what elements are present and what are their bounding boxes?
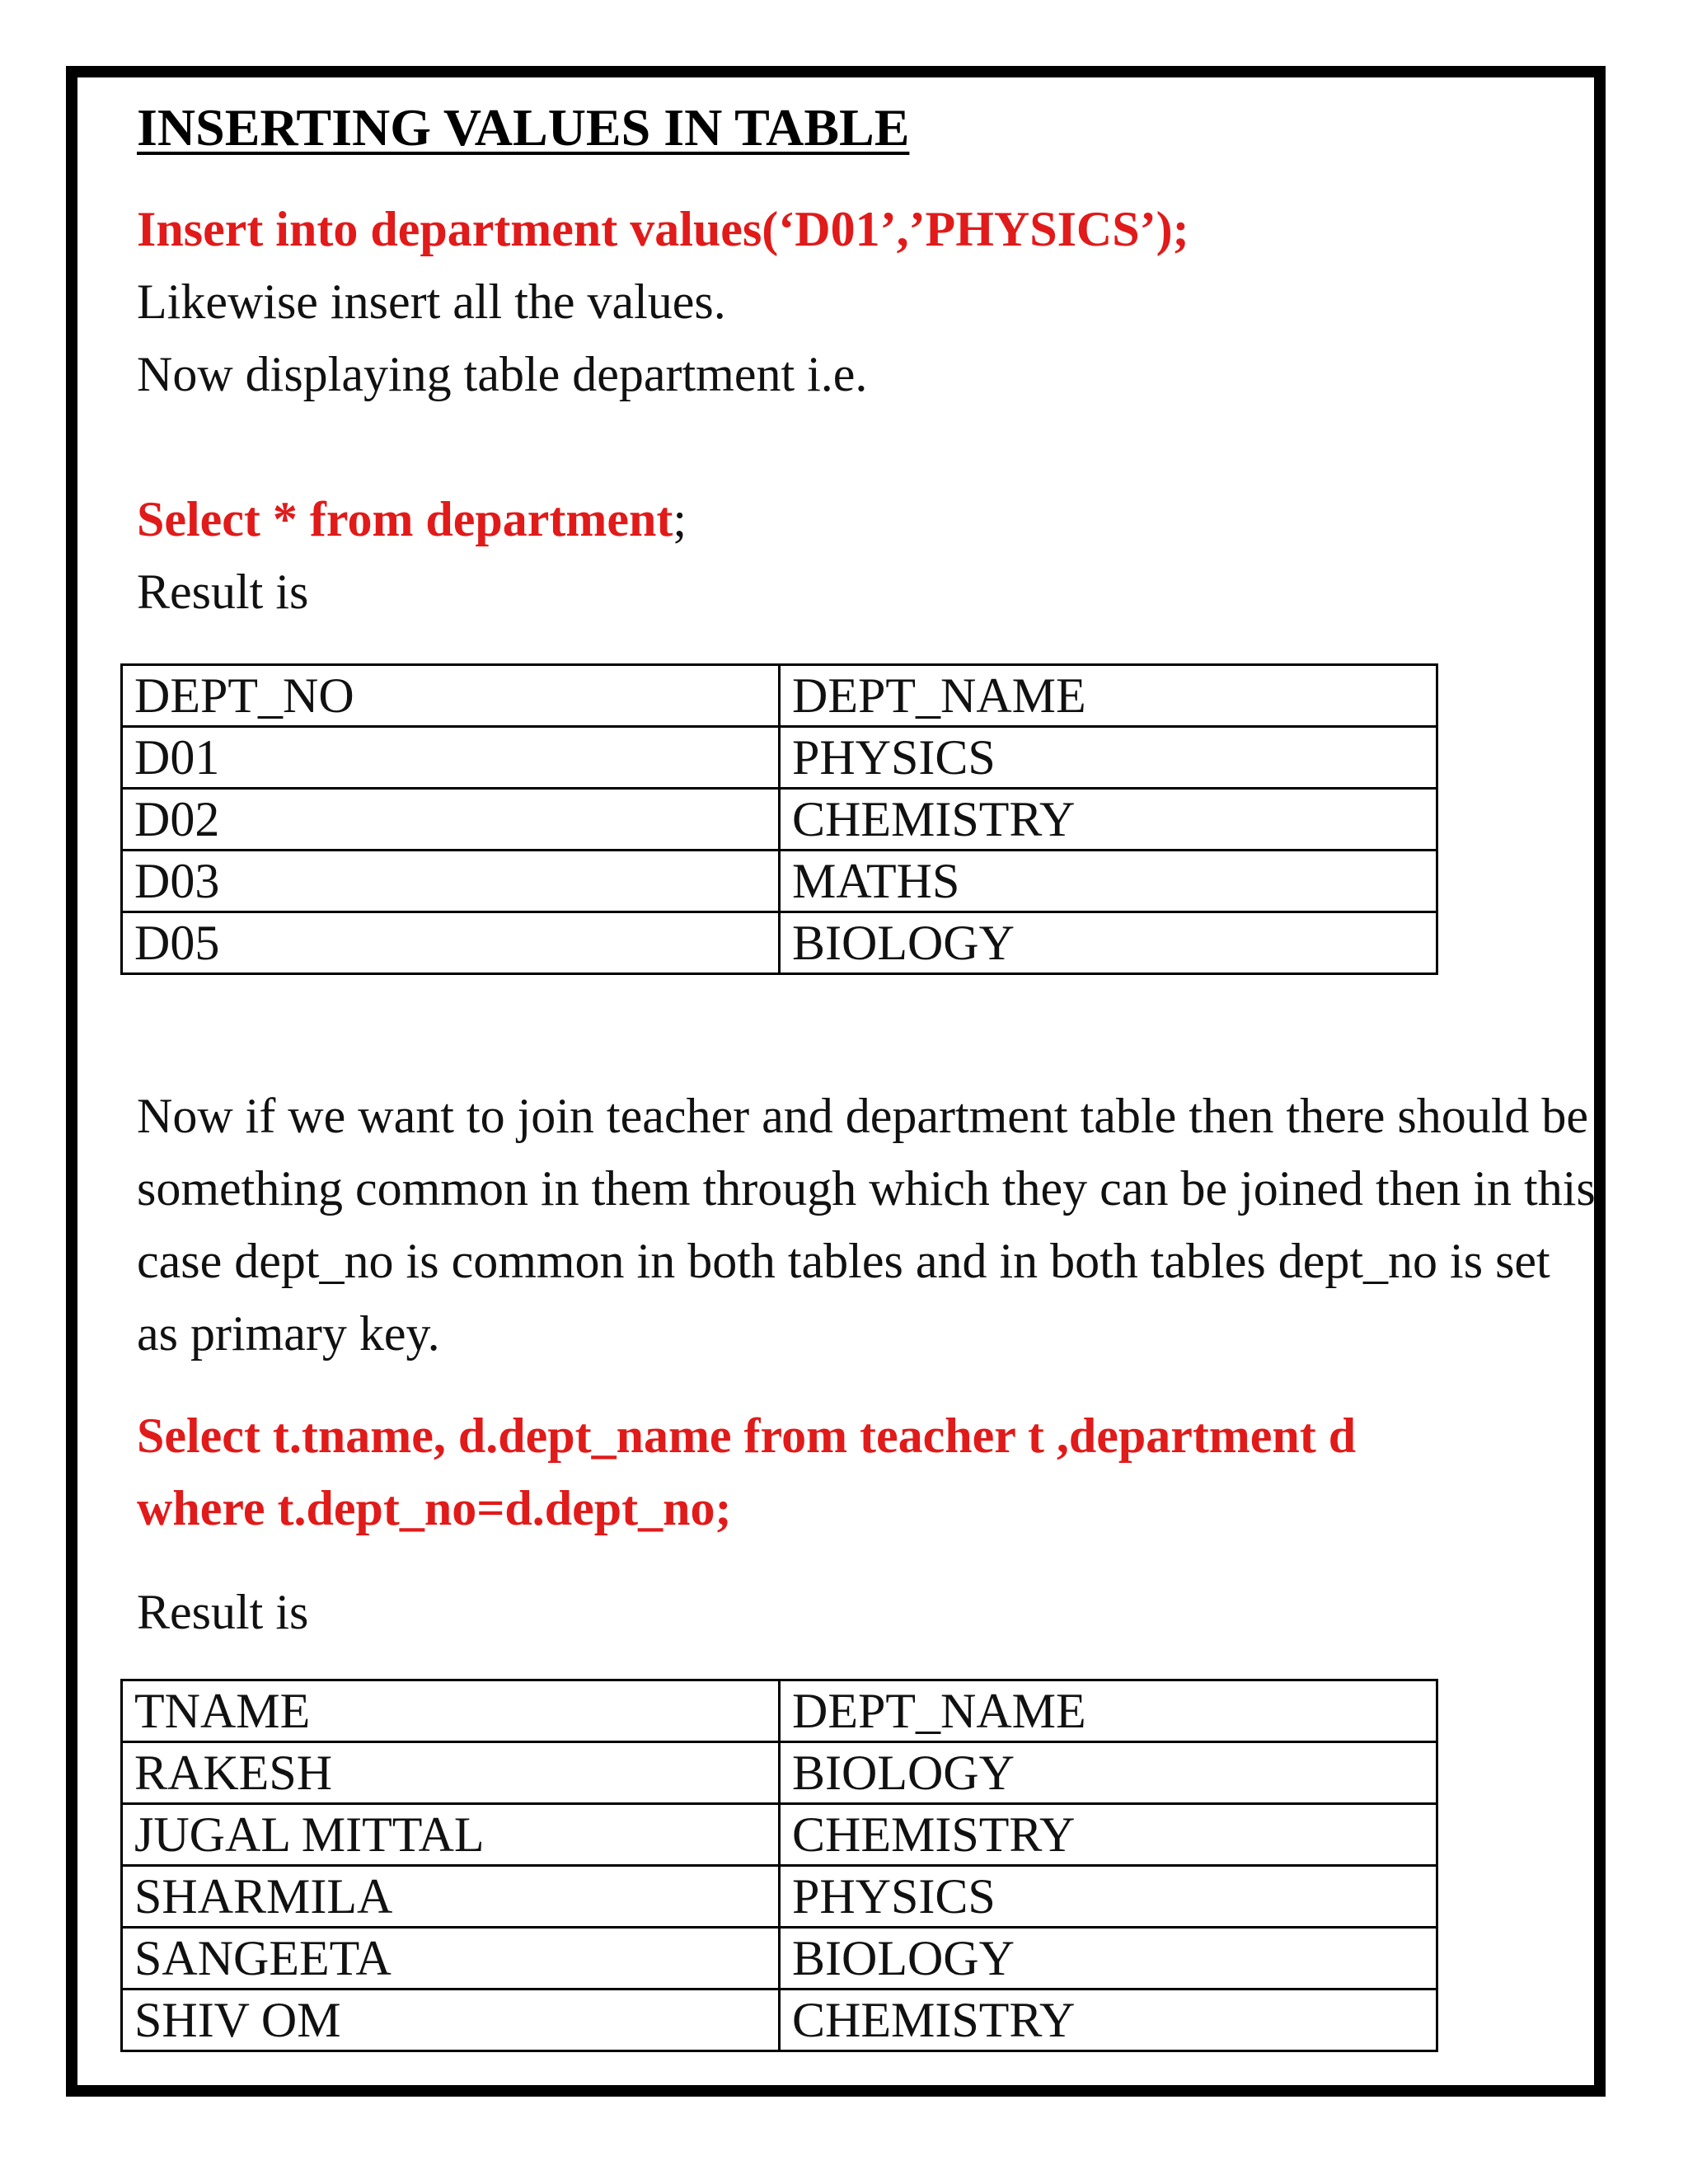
- table-row: [122, 1804, 1437, 1866]
- join-query-line-1: Select t.tname, d.dept_name from teacher t ,department d: [137, 1408, 1357, 1463]
- insert-note-2: Now displaying table department i.e.: [137, 347, 868, 401]
- teachers-table: [120, 1679, 1438, 2052]
- select-statement-line: [137, 494, 687, 544]
- table-cell: MATHS: [780, 851, 1437, 912]
- table-row: [122, 851, 1437, 912]
- table-cell: BIOLOGY: [780, 1742, 1437, 1804]
- table-cell: BIOLOGY: [780, 912, 1437, 974]
- table-cell: D03: [122, 851, 780, 912]
- insert-statement: Insert into department values(‘D01’,’PHYSICS’);: [137, 202, 1189, 256]
- table-cell: RAKESH: [122, 1742, 780, 1804]
- column-header: DEPT_NAME: [780, 665, 1437, 727]
- table-row: [122, 1990, 1437, 2051]
- table-header-row: [122, 1680, 1437, 1742]
- table-cell: D01: [122, 727, 780, 789]
- column-header: DEPT_NAME: [780, 1680, 1437, 1742]
- table-row: [122, 789, 1437, 851]
- table-cell: D02: [122, 789, 780, 851]
- page-heading: INSERTING VALUES IN TABLE: [137, 98, 910, 157]
- table-row: [122, 1742, 1437, 1804]
- table-cell: CHEMISTRY: [780, 1990, 1437, 2051]
- departments-table: [120, 663, 1438, 975]
- table-cell: CHEMISTRY: [780, 1804, 1437, 1866]
- select-statement: Select * from department: [137, 492, 673, 546]
- table-cell: D05: [122, 912, 780, 974]
- table-cell: PHYSICS: [780, 727, 1437, 789]
- result-label-2: Result is: [137, 1585, 309, 1639]
- select-semicolon: ;: [673, 492, 687, 546]
- table-row: [122, 1928, 1437, 1990]
- table-cell: SHIV OM: [122, 1990, 780, 2051]
- table-row: [122, 912, 1437, 974]
- table-cell: JUGAL MITTAL: [122, 1804, 780, 1866]
- column-header: TNAME: [122, 1680, 780, 1742]
- result-label-1: Result is: [137, 565, 309, 619]
- join-explanation: Now if we want to join teacher and department table then there should be something common in them through which they can be joined then in this case dept_no is common in both tables and in both tables dept_no is set as primary key.: [137, 1089, 1596, 1361]
- table-row: [122, 1866, 1437, 1928]
- join-query-line-2: where t.dept_no=d.dept_no;: [137, 1481, 732, 1535]
- table-cell: SHARMILA: [122, 1866, 780, 1928]
- table-cell: BIOLOGY: [780, 1928, 1437, 1990]
- table-cell: CHEMISTRY: [780, 789, 1437, 851]
- table-header-row: [122, 665, 1437, 727]
- table-cell: PHYSICS: [780, 1866, 1437, 1928]
- table-row: [122, 727, 1437, 789]
- insert-note-1: Likewise insert all the values.: [137, 274, 726, 329]
- column-header: DEPT_NO: [122, 665, 780, 727]
- table-cell: SANGEETA: [122, 1928, 780, 1990]
